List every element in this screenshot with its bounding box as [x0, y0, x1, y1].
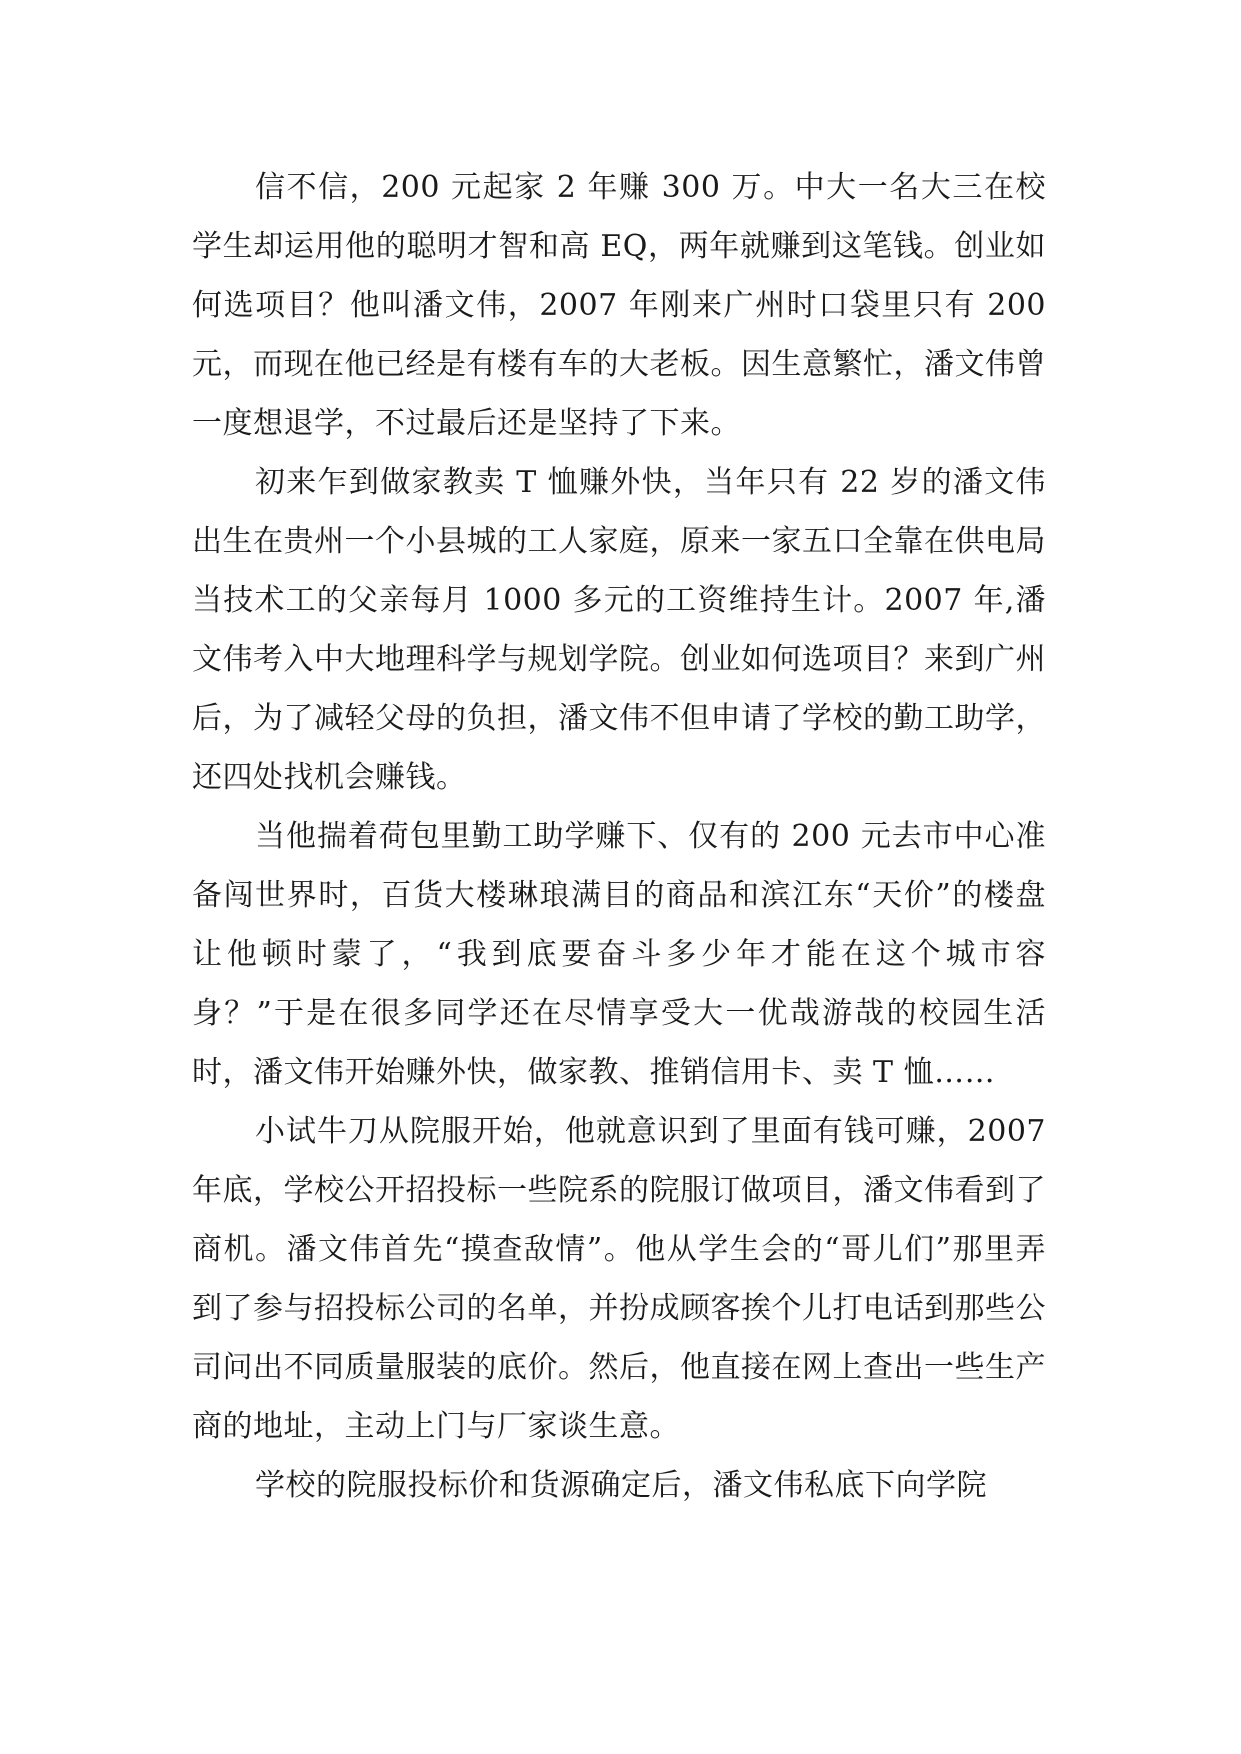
paragraph-1: 信不信，200 元起家 2 年赚 300 万。中大一名大三在校学生却运用他的聪明才智和高 EQ，两年就赚到这笔钱。创业如何选项目？他叫潘文伟，2007 年刚来广州时口袋里只有 200 元，而现在他已经是有楼有车的大老板。因生意繁忙，潘文伟曾一度想退学，不过最后还是坚持了下来。: [192, 170, 1046, 441]
document-body: [192, 158, 1046, 1515]
paragraph-3: 当他揣着荷包里勤工助学赚下、仅有的 200 元去市中心准备闯世界时，百货大楼琳琅满目的商品和滨江东“天价”的楼盘让他顿时蒙了，“我到底要奋斗多少年才能在这个城市容身？”于是在很多同学还在尽情享受大一优哉游哉的校园生活时，潘文伟开始赚外快，做家教、推销信用卡、卖 T 恤……: [192, 819, 1046, 1090]
paragraph-5: 学校的院服投标价和货源确定后，潘文伟私底下向学院: [255, 1468, 987, 1503]
paragraph-2: 初来乍到做家教卖 T 恤赚外快，当年只有 22 岁的潘文伟出生在贵州一个小县城的工人家庭，原来一家五口全靠在供电局当技术工的父亲每月 1000 多元的工资维持生计。2007 年,潘文伟考入中大地理科学与规划学院。创业如何选项目？来到广州后，为了减轻父母的负担，潘文伟不但申请了学校的勤工助学，还四处找机会赚钱。: [192, 465, 1046, 795]
paragraph-4: 小试牛刀从院服开始，他就意识到了里面有钱可赚，2007 年底，学校公开招投标一些院系的院服订做项目，潘文伟看到了商机。潘文伟首先“摸查敌情”。他从学生会的“哥儿们”那里弄到了参与招投标公司的名单，并扮成顾客挨个儿打电话到那些公司问出不同质量服装的底价。然后，他直接在网上查出一些生产商的地址，主动上门与厂家谈生意。: [192, 1114, 1046, 1444]
